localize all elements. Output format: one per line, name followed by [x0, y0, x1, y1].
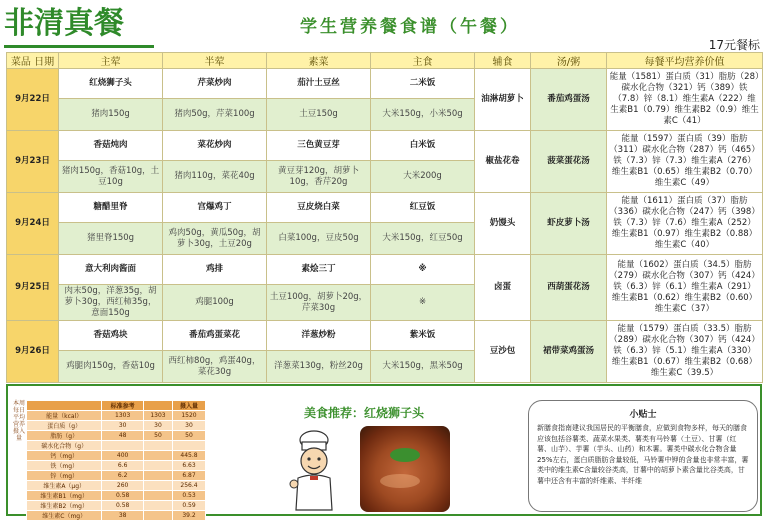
half-dish: 鸡排: [163, 255, 267, 285]
staple-dish: 白米饭: [371, 131, 475, 161]
reference-cell: 1303: [143, 411, 172, 421]
nutrition-info: 能量（1597）蛋白质（39）脂肪（311）碳水化合物（287）钙（465）铁（7.3）锌（7.3）维生素A（276）维生素B1（0.65）维生素B2（0.70）维生素C（49）: [607, 131, 763, 193]
veg-dish: 豆皮烧白菜: [267, 193, 371, 223]
veg-ingredients: 白菜100g，豆皮50g: [267, 223, 371, 255]
reference-cell: 维生素C（mg）: [27, 511, 102, 521]
nutrition-info: 能量（1611）蛋白质（37）脂肪（336）碳水化合物（247）钙（398）铁（7.3）锌（7.6）维生素A（252）维生素B1（0.97）维生素B2（0.88）维生素C（40）: [607, 193, 763, 255]
reference-cell: 0.59: [173, 501, 206, 511]
reference-cell: 30: [102, 421, 144, 431]
side-dish: 卤蛋: [475, 255, 531, 321]
soup-dish: 虾皮萝卜汤: [531, 193, 607, 255]
main-dish: 香菇炖肉: [59, 131, 163, 161]
tips-body: 新膳食指南建议我国居民的平衡膳食，应做到食物多样，每天的膳食应该包括谷薯类、蔬菜水果类、薯类有马铃薯（土豆）、甘薯（红薯、山芋）、芋薯（芋头、山药）和木薯。薯类中碳水化合物含量25%左右，蛋白质脂肪含量较低，马铃薯中钾的含量也非常丰富，薯类中的维生素C含量较谷类高，甘薯中的胡萝卜素含量比谷类高，甘薯中还含有丰富的纤维素、半纤维: [537, 424, 749, 485]
main-ingredients: 猪肉150g，香菇10g，土豆10g: [59, 161, 163, 193]
staple-dish: 红豆饭: [371, 193, 475, 223]
tips-box: [528, 400, 758, 512]
reference-cell: [102, 441, 144, 451]
reference-cell: 400: [102, 451, 144, 461]
veg-dish: 茄汁土豆丝: [267, 69, 371, 99]
reference-row: [27, 481, 206, 491]
veg-dish: 洋葱炒粉: [267, 321, 371, 351]
logo-text: 非清真餐: [4, 4, 154, 48]
staple-ingredients: 大米200g: [371, 161, 475, 193]
reference-row: [27, 461, 206, 471]
reference-cell: [143, 481, 172, 491]
col-header-soup: 汤/粥: [531, 53, 607, 69]
staple-ingredients: ※: [371, 285, 475, 321]
reference-cell: 铁（mg）: [27, 461, 102, 471]
header: [0, 0, 768, 52]
reference-cell: 维生素A（μg）: [27, 481, 102, 491]
veg-ingredients: 土豆150g: [267, 99, 371, 131]
reference-cell: 1303: [102, 411, 144, 421]
soup-dish: 裙带菜鸡蛋汤: [531, 321, 607, 383]
recommendation-title: 美食推荐：红烧狮子头: [304, 406, 425, 420]
nutrition-info: 能量（1579）蛋白质（33.5）脂肪（289）碳水化合物（307）钙（424）铁（6.3）锌（5.1）维生素A（330）维生素B1（0.67）维生素B2（0.68）维生素C（39.5）: [607, 321, 763, 383]
half-ingredients: 猪肉110g，菜花40g: [163, 161, 267, 193]
menu-table: [6, 52, 763, 383]
main-ingredients: 肉末50g，洋葱35g，胡萝卜30g，西红柿35g，意面150g: [59, 285, 163, 321]
reference-cell: 脂肪（g）: [27, 431, 102, 441]
staple-ingredients: 大米150g，红豆50g: [371, 223, 475, 255]
side-dish: 豆沙包: [475, 321, 531, 383]
bottom-panel: [6, 384, 762, 520]
reference-cell: [143, 511, 172, 521]
reference-row: [27, 471, 206, 481]
table-row: [7, 131, 763, 161]
reference-header-cell: [143, 401, 172, 411]
nutrition-info: 能量（1602）蛋白质（34.5）脂肪（279）碳水化合物（307）钙（424）铁（6.3）锌（6.1）维生素A（291）维生素B1（0.62）维生素B2（0.60）维生素C（37）: [607, 255, 763, 321]
day-date: 9月23日: [7, 131, 59, 193]
day-date: 9月22日: [7, 69, 59, 131]
staple-ingredients: 大米150g，黑米50g: [371, 351, 475, 383]
half-ingredients: 鸡腿100g: [163, 285, 267, 321]
soup-dish: 西葫蛋花汤: [531, 255, 607, 321]
garnish-leaf: [390, 448, 420, 462]
reference-cell: 蛋白质（g）: [27, 421, 102, 431]
day-date: 9月26日: [7, 321, 59, 383]
reference-cell: 50: [143, 431, 172, 441]
reference-cell: [143, 501, 172, 511]
reference-row: [27, 511, 206, 521]
staple-ingredients: 大米150g，小米50g: [371, 99, 475, 131]
half-dish: 番茄鸡蛋菜花: [163, 321, 267, 351]
reference-header-cell: [27, 401, 102, 411]
staple-dish: 紫米饭: [371, 321, 475, 351]
reference-row: [27, 441, 206, 451]
reference-cell: 260: [102, 481, 144, 491]
reference-cell: [143, 491, 172, 501]
main-dish: 香菇鸡块: [59, 321, 163, 351]
reference-cell: [143, 451, 172, 461]
reference-row: [27, 491, 206, 501]
veg-dish: 三色黄豆芽: [267, 131, 371, 161]
main-ingredients: 猪里脊150g: [59, 223, 163, 255]
reference-cell: 碳水化合物（g）: [27, 441, 102, 451]
reference-row: [27, 431, 206, 441]
reference-cell: 6.2: [102, 471, 144, 481]
chef-illustration: [284, 428, 344, 512]
table-row: [7, 255, 763, 285]
reference-cell: 锌（mg）: [27, 471, 102, 481]
col-header-staple: 主食: [371, 53, 475, 69]
reference-row: [27, 411, 206, 421]
day-date: 9月25日: [7, 255, 59, 321]
reference-header-cell: 标准参考: [102, 401, 144, 411]
reference-cell: 维生素B1（mg）: [27, 491, 102, 501]
table-row: [7, 69, 763, 99]
reference-cell: 0.58: [102, 501, 144, 511]
main-dish: 糖醋里脊: [59, 193, 163, 223]
half-ingredients: 猪肉50g，芹菜100g: [163, 99, 267, 131]
reference-cell: [143, 471, 172, 481]
main-ingredients: 鸡腿肉150g，香菇10g: [59, 351, 163, 383]
table-header-row: [7, 53, 763, 69]
reference-cell: 0.58: [102, 491, 144, 501]
half-dish: 宫爆鸡丁: [163, 193, 267, 223]
col-header-date: 菜品 日期: [7, 53, 59, 69]
staple-dish: 二米饭: [371, 69, 475, 99]
soup-dish: 番茄鸡蛋汤: [531, 69, 607, 131]
page-title: 学生营养餐食谱（午餐）: [300, 17, 520, 37]
reference-cell: 30: [143, 421, 172, 431]
nutrition-info: 能量（1581）蛋白质（31）脂肪（28）碳水化合物（321）钙（389）铁（7.8）锌（8.1）维生素A（222）维生素B1（0.79）维生素B2（0.9）维生素C（41）: [607, 69, 763, 131]
reference-side-label: 本周每日平均营养摄入量: [12, 400, 25, 442]
meal-price: 17元餐标: [708, 38, 760, 52]
table-row: [7, 193, 763, 223]
veg-dish: 素烩三丁: [267, 255, 371, 285]
col-header-side: 辅食: [475, 53, 531, 69]
reference-header-cell: 摄入量: [173, 401, 206, 411]
reference-cell: [143, 441, 172, 451]
half-ingredients: 鸡肉50g，黄瓜50g，胡萝卜30g，土豆20g: [163, 223, 267, 255]
col-header-nutrition: 每餐平均营养价值: [607, 53, 763, 69]
veg-ingredients: 黄豆芽120g，胡萝卜10g，香芹20g: [267, 161, 371, 193]
reference-cell: 256.4: [173, 481, 206, 491]
reference-header-row: [27, 401, 206, 411]
reference-cell: 能量（kcal）: [27, 411, 102, 421]
reference-cell: 50: [173, 431, 206, 441]
reference-row: [27, 501, 206, 511]
reference-row: [27, 451, 206, 461]
side-dish: 奶馒头: [475, 193, 531, 255]
reference-cell: 39.2: [173, 511, 206, 521]
food-highlight: [380, 474, 420, 488]
reference-cell: 0.53: [173, 491, 206, 501]
reference-row: [27, 421, 206, 431]
reference-table: [26, 400, 206, 521]
main-dish: 红烧狮子头: [59, 69, 163, 99]
veg-ingredients: 洋葱菜130g，粉丝20g: [267, 351, 371, 383]
table-row: [7, 321, 763, 351]
main-dish: 意大利肉酱面: [59, 255, 163, 285]
reference-cell: 38: [102, 511, 144, 521]
food-photo: [360, 426, 450, 512]
col-header-veg: 素菜: [267, 53, 371, 69]
col-header-main: 主荤: [59, 53, 163, 69]
staple-dish: ※: [371, 255, 475, 285]
half-dish: 菜花炒肉: [163, 131, 267, 161]
reference-cell: 维生素B2（mg）: [27, 501, 102, 511]
tips-title: 小贴士: [629, 410, 657, 420]
side-dish: 油淋胡萝卜: [475, 69, 531, 131]
reference-cell: 445.8: [173, 451, 206, 461]
half-ingredients: 西红柿80g，鸡蛋40g，菜花30g: [163, 351, 267, 383]
reference-cell: 6.6: [102, 461, 144, 471]
main-ingredients: 猪肉150g: [59, 99, 163, 131]
reference-cell: 6.63: [173, 461, 206, 471]
soup-dish: 菠菜蛋花汤: [531, 131, 607, 193]
day-date: 9月24日: [7, 193, 59, 255]
half-dish: 芹菜炒肉: [163, 69, 267, 99]
side-dish: 椒盐花卷: [475, 131, 531, 193]
col-header-half: 半荤: [163, 53, 267, 69]
reference-cell: [173, 441, 206, 451]
reference-cell: 6.87: [173, 471, 206, 481]
reference-cell: 钙（mg）: [27, 451, 102, 461]
reference-cell: 48: [102, 431, 144, 441]
reference-cell: [143, 461, 172, 471]
veg-ingredients: 土豆100g，胡萝卜20g，芹菜30g: [267, 285, 371, 321]
reference-cell: 30: [173, 421, 206, 431]
reference-cell: 1520: [173, 411, 206, 421]
